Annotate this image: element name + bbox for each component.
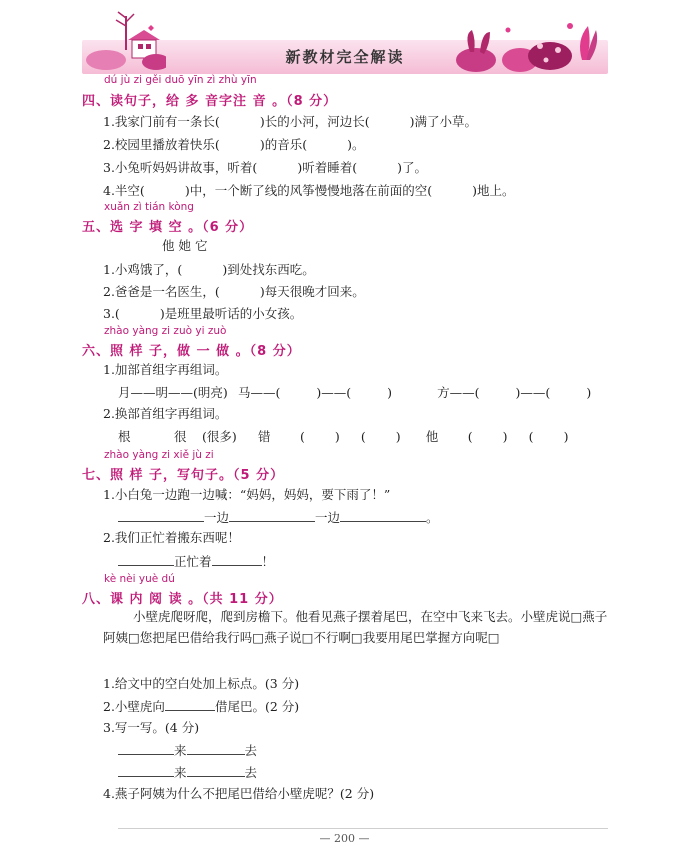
- text-segment: (: [300, 429, 305, 444]
- text-segment: 来: [174, 743, 187, 758]
- text-segment: )中，一个断了线的风筝慢慢地落在前面的空(: [184, 183, 433, 198]
- text-segment: )。: [347, 137, 365, 152]
- sec8-q3: 3.写一写。(4 分): [103, 720, 200, 735]
- text-segment: 一边: [315, 510, 341, 525]
- text-segment: 1.小鸡饿了，(: [103, 262, 183, 277]
- answer-blank[interactable]: [187, 764, 245, 777]
- sec4-line-2: [103, 137, 364, 153]
- word: 很: [174, 429, 187, 444]
- sec8-q3-row-1: [118, 742, 257, 759]
- answer-blank[interactable]: [118, 742, 174, 755]
- text-segment: ): [586, 385, 592, 400]
- text-segment: 去: [244, 765, 258, 780]
- sec5-options: 他 她 它: [162, 238, 208, 253]
- text-segment: 方——(: [437, 385, 480, 400]
- text-segment: )听着睡着(: [297, 160, 358, 175]
- word: (很多): [202, 429, 237, 444]
- reading-passage: 小壁虎爬呀爬，爬到房檐下。他看见燕子摆着尾巴，在空中飞来飞去。小壁虎说□燕子阿姨□您把尾巴借给我行吗□燕子说□不行啊□我要用尾巴掌握方向呢□: [103, 609, 608, 645]
- text-segment: )的音乐(: [259, 137, 308, 152]
- example-chain: 月——明——(明亮): [118, 385, 228, 400]
- sec6-heading: 六、照 样 子，做 一 做 。（8 分）: [82, 344, 301, 359]
- text-segment: 3.小兔听妈妈讲故事，听着(: [103, 160, 258, 175]
- sec5-line-2: [103, 284, 365, 300]
- text-segment: )到处找东西吃。: [222, 262, 315, 277]
- text-segment: ): [563, 429, 569, 444]
- word: 根: [118, 429, 131, 444]
- text-segment: 一边: [204, 510, 230, 525]
- sec4-pinyin: dú jù zi gěi duō yīn zì zhù yīn: [104, 74, 257, 86]
- sec7-q2-fill: [118, 553, 274, 570]
- text-segment: 2.小壁虎向: [103, 699, 165, 714]
- answer-blank[interactable]: [118, 509, 204, 522]
- text-segment: ): [387, 385, 393, 400]
- text-segment: )每天很晚才回来。: [259, 284, 365, 299]
- sec8-q4: 4.燕子阿姨为什么不把尾巴借给小壁虎呢？(2 分): [103, 786, 375, 801]
- text-segment: )满了小草。: [409, 114, 477, 129]
- sec8-q1: 1.给文中的空白处加上标点。(3 分): [103, 676, 300, 691]
- sec7-q2: 2.我们正忙着搬东西呢！: [103, 530, 240, 545]
- text-segment: )——(: [515, 385, 551, 400]
- text-segment: 借尾巴。(2 分): [214, 699, 300, 714]
- text-segment: 4.半空(: [103, 183, 145, 198]
- answer-blank[interactable]: [212, 553, 262, 566]
- text-segment: 3.(: [103, 306, 120, 321]
- sec8-q2: [103, 698, 299, 715]
- sec5-heading: 五、选 字 填 空 。（6 分）: [82, 220, 254, 235]
- page-number: — 200 —: [319, 832, 370, 845]
- sec7-heading: 七、照 样 子，写句子。（5 分）: [82, 468, 285, 483]
- answer-blank[interactable]: [118, 764, 174, 777]
- answer-blank[interactable]: [165, 698, 215, 711]
- text-segment: )长的小河，河边长(: [259, 114, 370, 129]
- text-segment: ！: [261, 554, 275, 569]
- text-segment: ): [502, 429, 508, 444]
- text-segment: 去: [244, 743, 258, 758]
- sec6-q2: 2.换部首组字再组词。: [103, 406, 228, 421]
- sec4-line-3: [103, 160, 427, 176]
- answer-blank[interactable]: [340, 509, 426, 522]
- text-segment: ): [334, 429, 340, 444]
- sec4-line-1: [103, 114, 477, 130]
- sec5-line-3: [103, 306, 302, 322]
- text-segment: )是班里最听话的小女孩。: [159, 306, 303, 321]
- text-segment: 马——(: [238, 385, 281, 400]
- header-title: 新教材完全解读: [285, 48, 405, 66]
- page-header: [82, 10, 608, 72]
- sec7-q1-fill: [118, 509, 439, 526]
- text-segment: (: [360, 429, 366, 444]
- sec4-heading: 四、读句子，给 多 音字注 音 。（8 分）: [82, 94, 338, 109]
- text-segment: 2.校园里播放着快乐(: [103, 137, 220, 152]
- answer-blank[interactable]: [118, 553, 174, 566]
- word: 错: [258, 429, 271, 444]
- sec6-q1: 1.加部首组字再组词。: [103, 362, 228, 377]
- text-segment: 1.我家门前有一条长(: [103, 114, 220, 129]
- answer-blank[interactable]: [229, 509, 315, 522]
- text-segment: ): [395, 429, 401, 444]
- text-segment: 。: [426, 510, 439, 525]
- sec5-line-1: [103, 262, 315, 278]
- text-segment: (: [528, 429, 534, 444]
- text-segment: 正忙着: [174, 554, 212, 569]
- sec5-pinyin: xuǎn zì tián kòng: [104, 201, 194, 213]
- text-segment: 2.爸爸是一名医生，(: [103, 284, 220, 299]
- sec8-pinyin: kè nèi yuè dú: [104, 573, 175, 585]
- text-segment: 来: [174, 765, 187, 780]
- answer-blank[interactable]: [187, 742, 245, 755]
- text-segment: )——(: [316, 385, 352, 400]
- sec6-pinyin: zhào yàng zi zuò yi zuò: [104, 325, 227, 337]
- text-segment: )地上。: [472, 183, 515, 198]
- sec6-row-2: [118, 429, 568, 445]
- footer-divider: [118, 828, 608, 829]
- sec7-q1: 1.小白兔一边跑一边喊：“妈妈，妈妈，要下雨了！”: [103, 487, 391, 502]
- word: 他: [425, 429, 439, 444]
- sec7-pinyin: zhào yàng zi xiě jù zi: [104, 449, 214, 461]
- sec4-line-4: [103, 183, 514, 199]
- text-segment: )了。: [397, 160, 427, 175]
- sec8-q3-row-2: [118, 764, 257, 781]
- sec6-row-1: [118, 385, 591, 401]
- sec8-heading: 八、课 内 阅 读 。（共 11 分）: [82, 592, 283, 607]
- text-segment: (: [467, 429, 473, 444]
